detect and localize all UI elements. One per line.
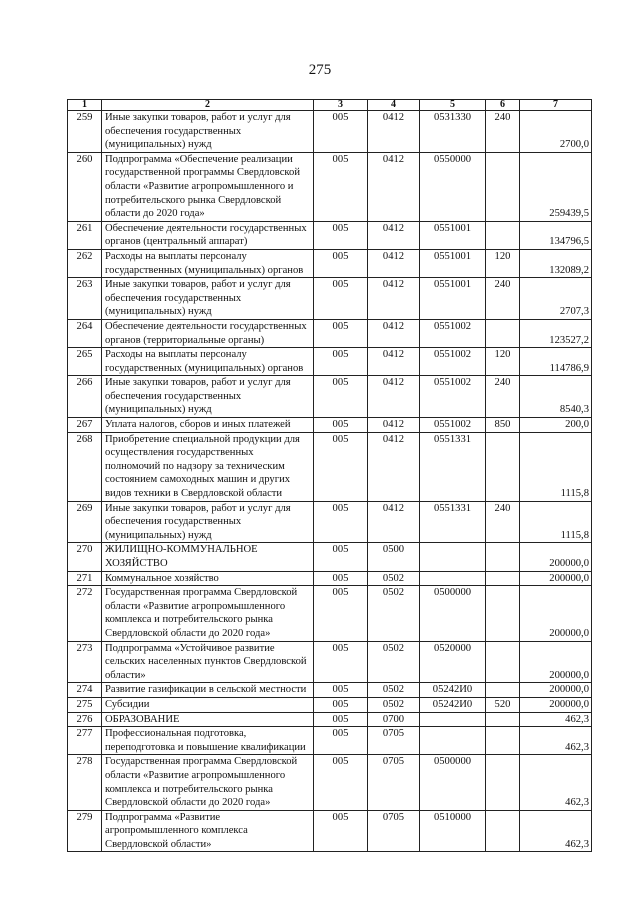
article-code: 05242И0 (420, 697, 486, 712)
amount: 200000,0 (520, 543, 592, 571)
table-row (68, 111, 592, 153)
section-code: 0412 (368, 249, 420, 277)
expense-kind-code (486, 641, 520, 683)
row-name (102, 712, 314, 727)
expense-kind-code (486, 727, 520, 755)
admin-code: 005 (314, 727, 368, 755)
row-name-line: обеспечения государственных (105, 516, 242, 528)
amount: 123527,2 (520, 319, 592, 347)
row-name-line: ХОЗЯЙСТВО (105, 558, 168, 569)
page-number: 275 (308, 62, 332, 78)
column-header: 2 (102, 100, 314, 111)
section-code: 0502 (368, 586, 420, 641)
article-code: 0551001 (420, 278, 486, 320)
amount: 462,3 (520, 810, 592, 852)
table-row (68, 418, 592, 433)
row-name-line: ЖИЛИЩНО-КОММУНАЛЬНОЕ (105, 544, 258, 556)
row-name-line: Расходы на выплаты персоналу (105, 349, 247, 361)
row-name-line: ОБРАЗОВАНИЕ (105, 713, 180, 725)
section-code: 0502 (368, 641, 420, 683)
article-code (420, 571, 486, 586)
row-name-line: области «Развитие агропромышленного (105, 769, 286, 781)
row-name-line: Иные закупки товаров, работ и услуг для (105, 279, 291, 291)
table-row (68, 376, 592, 418)
expense-kind-code: 240 (486, 111, 520, 153)
table-row (68, 755, 592, 810)
article-code: 0550000 (420, 152, 486, 221)
table-row (68, 543, 592, 571)
amount: 200,0 (520, 418, 592, 433)
row-name (102, 543, 314, 571)
admin-code: 005 (314, 432, 368, 501)
amount: 8540,3 (520, 376, 592, 418)
row-name (102, 348, 314, 376)
row-name-line: Профессиональная подготовка, (105, 728, 247, 740)
row-name-line: области «Развитие агропромышленного (105, 600, 286, 612)
row-name (102, 319, 314, 347)
table-row (68, 319, 592, 347)
article-code: 0551001 (420, 221, 486, 249)
row-name-line: органов (территориальные органы) (105, 334, 265, 346)
row-name (102, 501, 314, 543)
admin-code: 005 (314, 249, 368, 277)
column-header: 6 (486, 100, 520, 111)
row-name (102, 111, 314, 153)
amount: 462,3 (520, 727, 592, 755)
amount: 114786,9 (520, 348, 592, 376)
expense-kind-code (486, 712, 520, 727)
expense-kind-code: 520 (486, 697, 520, 712)
admin-code: 005 (314, 586, 368, 641)
row-name-line: Субсидии (105, 698, 150, 710)
admin-code: 005 (314, 697, 368, 712)
row-name (102, 376, 314, 418)
section-code: 0500 (368, 543, 420, 571)
row-name-line: области «Развитие агропромышленного и (105, 180, 294, 192)
table-row (68, 697, 592, 712)
row-number: 259 (68, 111, 102, 153)
budget-table (67, 99, 592, 852)
row-name-line: Расходы на выплаты персоналу (105, 250, 247, 262)
amount: 134796,5 (520, 221, 592, 249)
row-name-line: Подпрограмма «Развитие (105, 811, 221, 823)
table-row (68, 810, 592, 852)
amount: 200000,0 (520, 697, 592, 712)
expense-kind-code (486, 432, 520, 501)
expense-kind-code (486, 586, 520, 641)
row-name-line: области» (105, 669, 146, 681)
article-code: 0551331 (420, 432, 486, 501)
article-code (420, 712, 486, 727)
admin-code: 005 (314, 418, 368, 433)
row-name-line: (муниципальных) нужд (105, 529, 212, 541)
section-code: 0705 (368, 755, 420, 810)
expense-kind-code (486, 221, 520, 249)
amount: 462,3 (520, 755, 592, 810)
table-row (68, 278, 592, 320)
section-code: 0412 (368, 376, 420, 418)
admin-code: 005 (314, 683, 368, 698)
row-number: 268 (68, 432, 102, 501)
row-number: 273 (68, 641, 102, 683)
row-name-line: Государственная программа Свердловской (105, 587, 298, 599)
article-code: 0551002 (420, 376, 486, 418)
article-code (420, 727, 486, 755)
amount: 462,3 (520, 712, 592, 727)
row-name-line: государственных (муниципальных) органов (105, 362, 304, 374)
row-name (102, 586, 314, 641)
table-row (68, 432, 592, 501)
expense-kind-code: 120 (486, 348, 520, 376)
row-number: 276 (68, 712, 102, 727)
row-name (102, 278, 314, 320)
admin-code: 005 (314, 810, 368, 852)
row-name (102, 810, 314, 852)
table-row (68, 586, 592, 641)
row-name-line: полномочий по надзору за техническим (105, 460, 285, 472)
column-header: 3 (314, 100, 368, 111)
column-header: 5 (420, 100, 486, 111)
row-number: 262 (68, 249, 102, 277)
row-name-line: Свердловской области до 2020 года» (105, 627, 271, 639)
table-row (68, 152, 592, 221)
article-code: 0510000 (420, 810, 486, 852)
amount: 200000,0 (520, 641, 592, 683)
table-row (68, 221, 592, 249)
admin-code: 005 (314, 543, 368, 571)
column-header: 7 (520, 100, 592, 111)
section-code: 0412 (368, 418, 420, 433)
row-name (102, 755, 314, 810)
amount: 1115,8 (520, 501, 592, 543)
row-name (102, 249, 314, 277)
row-name-line: Иные закупки товаров, работ и услуг для (105, 112, 291, 123)
row-number: 264 (68, 319, 102, 347)
row-name-line: Уплата налогов, сборов и иных платежей (105, 419, 291, 431)
expense-kind-code: 120 (486, 249, 520, 277)
row-name-line: потребительского рынка Свердловской (105, 194, 282, 206)
article-code: 0551001 (420, 249, 486, 277)
row-name-line: Подпрограмма «Устойчивое развитие (105, 642, 275, 654)
table-row (68, 348, 592, 376)
expense-kind-code: 850 (486, 418, 520, 433)
section-code: 0502 (368, 697, 420, 712)
row-number: 271 (68, 571, 102, 586)
row-name-line: Иные закупки товаров, работ и услуг для (105, 502, 291, 514)
row-number: 267 (68, 418, 102, 433)
header-row (68, 100, 592, 111)
row-name-line: обеспечения государственных (105, 125, 242, 137)
row-name-line: (муниципальных) нужд (105, 139, 212, 151)
row-name (102, 727, 314, 755)
amount: 1115,8 (520, 432, 592, 501)
admin-code: 005 (314, 221, 368, 249)
table-row (68, 727, 592, 755)
section-code: 0412 (368, 319, 420, 347)
section-code: 0502 (368, 571, 420, 586)
row-name-line: Обеспечение деятельности государственных (105, 320, 307, 332)
row-name-line: комплекса и потребительского рынка (105, 614, 273, 626)
row-name-line: Государственная программа Свердловской (105, 756, 298, 768)
amount: 2707,3 (520, 278, 592, 320)
section-code: 0412 (368, 278, 420, 320)
row-number: 279 (68, 810, 102, 852)
admin-code: 005 (314, 641, 368, 683)
expense-kind-code (486, 152, 520, 221)
row-number: 266 (68, 376, 102, 418)
row-name (102, 152, 314, 221)
expense-kind-code (486, 319, 520, 347)
section-code: 0700 (368, 712, 420, 727)
section-code: 0705 (368, 727, 420, 755)
expense-kind-code (486, 683, 520, 698)
article-code (420, 543, 486, 571)
expense-kind-code: 240 (486, 376, 520, 418)
row-name-line: Развитие газификации в сельской местности (105, 684, 307, 696)
table-body (68, 111, 592, 852)
row-name-line: агропромышленного комплекса (105, 825, 248, 837)
amount: 2700,0 (520, 111, 592, 153)
row-name-line: области до 2020 года» (105, 208, 205, 220)
article-code: 0551002 (420, 319, 486, 347)
section-code: 0412 (368, 501, 420, 543)
article-code: 0551331 (420, 501, 486, 543)
amount: 200000,0 (520, 586, 592, 641)
section-code: 0412 (368, 152, 420, 221)
row-number: 265 (68, 348, 102, 376)
row-name-line: (муниципальных) нужд (105, 404, 212, 416)
table-row (68, 712, 592, 727)
row-name-line: комплекса и потребительского рынка (105, 783, 273, 795)
column-header: 4 (368, 100, 420, 111)
row-name (102, 432, 314, 501)
expense-kind-code (486, 543, 520, 571)
row-name-line: Свердловской области до 2020 года» (105, 797, 271, 809)
row-name-line: Иные закупки товаров, работ и услуг для (105, 377, 291, 389)
section-code: 0412 (368, 111, 420, 153)
row-number: 278 (68, 755, 102, 810)
row-name-line: государственной программы Свердловской (105, 167, 300, 179)
section-code: 0412 (368, 432, 420, 501)
amount: 132089,2 (520, 249, 592, 277)
row-number: 260 (68, 152, 102, 221)
expense-kind-code: 240 (486, 278, 520, 320)
row-number: 269 (68, 501, 102, 543)
admin-code: 005 (314, 712, 368, 727)
article-code: 0551002 (420, 418, 486, 433)
admin-code: 005 (314, 755, 368, 810)
article-code: 05242И0 (420, 683, 486, 698)
row-number: 261 (68, 221, 102, 249)
admin-code: 005 (314, 152, 368, 221)
row-number: 275 (68, 697, 102, 712)
row-name-line: Обеспечение деятельности государственных (105, 222, 307, 234)
row-number: 277 (68, 727, 102, 755)
article-code: 0500000 (420, 755, 486, 810)
expense-kind-code (486, 571, 520, 586)
amount: 200000,0 (520, 571, 592, 586)
table-row (68, 571, 592, 586)
row-name-line: (муниципальных) нужд (105, 306, 212, 318)
section-code: 0412 (368, 221, 420, 249)
table-row (68, 501, 592, 543)
row-name-line: осуществления государственных (105, 447, 254, 459)
admin-code: 005 (314, 111, 368, 153)
row-name-line: состоянием самоходных машин и других (105, 474, 291, 486)
table-row (68, 641, 592, 683)
row-name-line: Подпрограмма «Обеспечение реализации (105, 153, 293, 165)
row-name-line: обеспечения государственных (105, 390, 242, 402)
row-name-line: сельских населенных пунктов Свердловской (105, 656, 307, 668)
row-name-line: видов техники в Свердловской области (105, 488, 283, 500)
row-name (102, 683, 314, 698)
article-code: 0551002 (420, 348, 486, 376)
row-name (102, 641, 314, 683)
admin-code: 005 (314, 376, 368, 418)
section-code: 0705 (368, 810, 420, 852)
admin-code: 005 (314, 501, 368, 543)
row-name (102, 697, 314, 712)
row-number: 274 (68, 683, 102, 698)
table-row (68, 249, 592, 277)
row-number: 270 (68, 543, 102, 571)
column-header: 1 (68, 100, 102, 111)
expense-kind-code: 240 (486, 501, 520, 543)
admin-code: 005 (314, 278, 368, 320)
admin-code: 005 (314, 348, 368, 376)
expense-kind-code (486, 810, 520, 852)
row-name-line: государственных (муниципальных) органов (105, 264, 304, 276)
row-name-line: Свердловской области» (105, 838, 212, 850)
section-code: 0412 (368, 348, 420, 376)
row-name (102, 418, 314, 433)
admin-code: 005 (314, 319, 368, 347)
article-code: 0531330 (420, 111, 486, 153)
row-name-line: Приобретение специальной продукции для (105, 433, 300, 445)
amount: 200000,0 (520, 683, 592, 698)
row-name-line: Коммунальное хозяйство (105, 572, 219, 584)
row-number: 272 (68, 586, 102, 641)
expense-kind-code (486, 755, 520, 810)
article-code: 0500000 (420, 586, 486, 641)
amount: 259439,5 (520, 152, 592, 221)
row-name (102, 571, 314, 586)
section-code: 0502 (368, 683, 420, 698)
row-number: 263 (68, 278, 102, 320)
row-name (102, 221, 314, 249)
row-name-line: органов (центральный аппарат) (105, 236, 248, 248)
table-row (68, 683, 592, 698)
row-name-line: переподготовка и повышение квалификации (105, 741, 306, 753)
row-name-line: обеспечения государственных (105, 292, 242, 304)
article-code: 0520000 (420, 641, 486, 683)
admin-code: 005 (314, 571, 368, 586)
